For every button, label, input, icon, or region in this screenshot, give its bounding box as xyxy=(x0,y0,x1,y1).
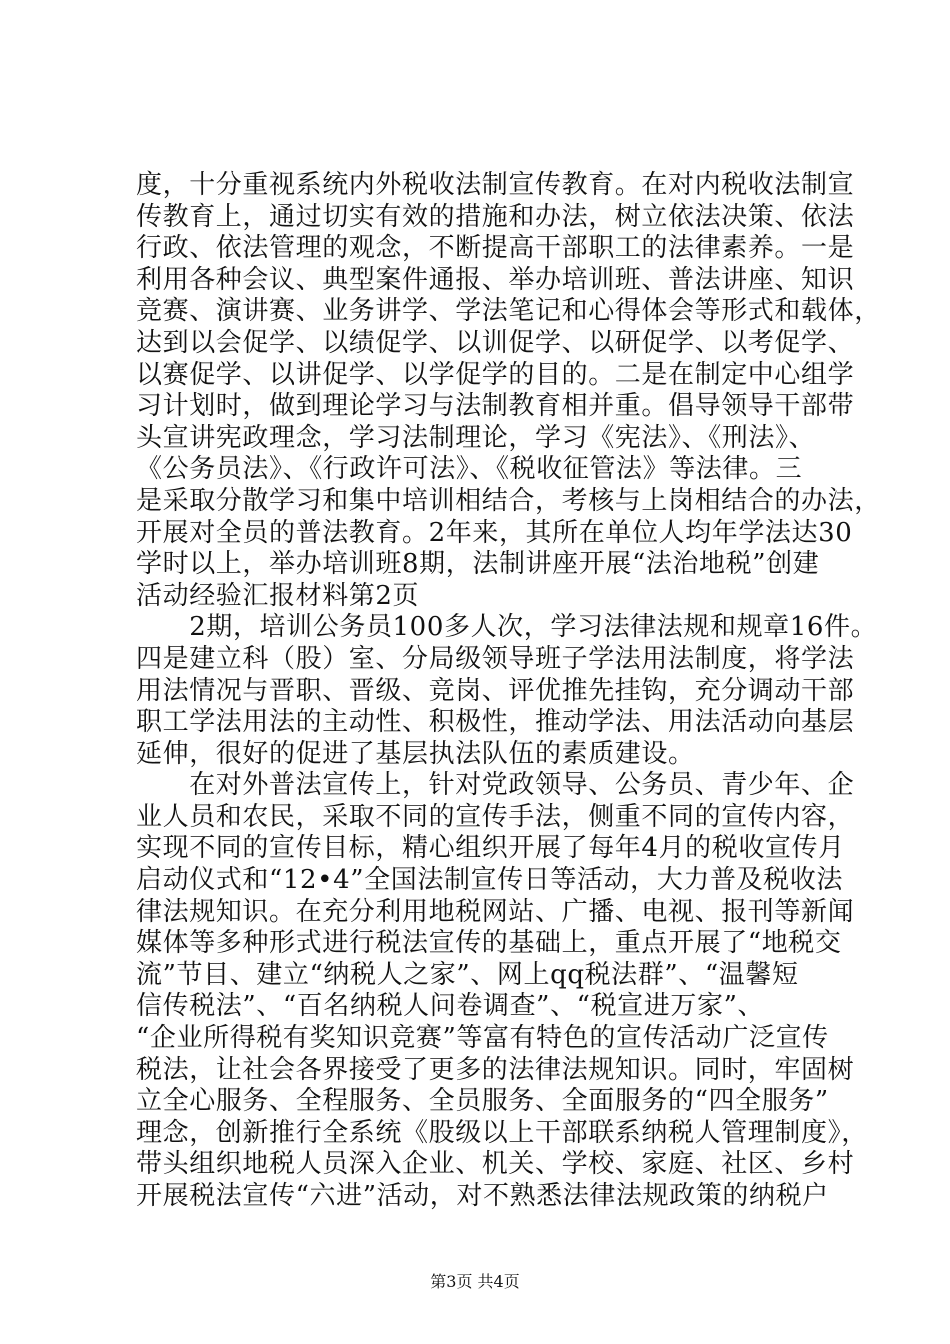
text-line: 达到以会促学、以绩促学、以训促学、以研促学、以考促学、 xyxy=(136,327,855,358)
text-line: 律法规知识。在充分利用地税网站、广播、电视、报刊等新闻 xyxy=(136,896,855,927)
text-line: 《公务员法》、《行政许可法》、《税收征管法》等法律。三 xyxy=(136,454,803,485)
text-line: 行政、依法管理的观念，不断提高干部职工的法律素养。一是 xyxy=(136,233,855,264)
text-line: 职工学法用法的主动性、积极性，推动学法、用法活动向基层 xyxy=(136,707,855,738)
text-line: 在对外普法宣传上，针对党政领导、公务员、青少年、企 xyxy=(136,770,855,801)
text-line: 实现不同的宣传目标，精心组织开展了每年4月的税收宣传月 xyxy=(136,833,845,864)
text-line: 开展税法宣传“六进”活动，对不熟悉法律法规政策的纳税户 xyxy=(136,1181,829,1211)
text-line: 税法，让社会各界接受了更多的法律法规知识。同时，牢固树 xyxy=(136,1054,855,1085)
text-line: 传教育上，通过切实有效的措施和办法，树立依法决策、依法 xyxy=(136,201,855,232)
document-body xyxy=(136,170,881,1213)
text-line: 利用各种会议、典型案件通报、举办培训班、普法讲座、知识 xyxy=(136,264,855,295)
text-line: 理念，创新推行全系统《股级以上干部联系纳税人管理制度》， xyxy=(136,1117,868,1148)
text-line: 竞赛、演讲赛、业务讲学、学法笔记和心得体会等形式和载体， xyxy=(136,296,881,327)
text-line: “企业所得税有奖知识竞赛”等富有特色的宣传活动广泛宣传 xyxy=(136,1023,829,1054)
text-line: 用法情况与晋职、晋级、竞岗、评优推先挂钩，充分调动干部 xyxy=(136,675,855,706)
text-line: 流”节目、建立“纳税人之家”、网上qq税法群”、“温馨短 xyxy=(136,959,799,990)
text-line: 开展对全员的普法教育。2年来，其所在单位人均年学法达30 xyxy=(136,517,853,548)
text-line: 带头组织地税人员深入企业、机关、学校、家庭、社区、乡村 xyxy=(136,1149,855,1180)
text-line: 2期，培训公务员100多人次，学习法律法规和规章16件。 xyxy=(136,612,878,643)
text-line: 信传税法”、“百名纳税人问卷调查”、“税宣进万家”、 xyxy=(136,991,765,1022)
text-line: 活动经验汇报材料第2页 xyxy=(136,580,420,611)
text-line: 学时以上，举办培训班8期，法制讲座开展“法治地税”创建 xyxy=(136,549,820,580)
text-line: 度，十分重视系统内外税收法制宣传教育。在对内税收法制宣 xyxy=(136,170,855,200)
text-line: 立全心服务、全程服务、全员服务、全面服务的“四全服务” xyxy=(136,1086,829,1117)
text-line: 是采取分散学习和集中培训相结合，考核与上岗相结合的办法， xyxy=(136,485,881,516)
text-line: 启动仪式和“12•4”全国法制宣传日等活动，大力普及税收法 xyxy=(136,865,843,896)
text-line: 延伸，很好的促进了基层执法队伍的素质建设。 xyxy=(136,738,695,769)
text-line: 媒体等多种形式进行税法宣传的基础上，重点开展了“地税交 xyxy=(136,928,842,959)
text-line: 习计划时，做到理论学习与法制教育相并重。倡导领导干部带 xyxy=(136,391,855,422)
text-line: 业人员和农民，采取不同的宣传手法，侧重不同的宣传内容， xyxy=(136,801,855,832)
text-line: 以赛促学、以讲促学、以学促学的目的。二是在制定中心组学 xyxy=(136,359,855,390)
text-line: 四是建立科（股）室、分局级领导班子学法用法制度，将学法 xyxy=(136,643,855,674)
text-line: 头宣讲宪政理念，学习法制理论，学习《宪法》、《刑法》、 xyxy=(136,422,816,453)
page-footer: 第3页 共4页 xyxy=(430,1272,520,1291)
